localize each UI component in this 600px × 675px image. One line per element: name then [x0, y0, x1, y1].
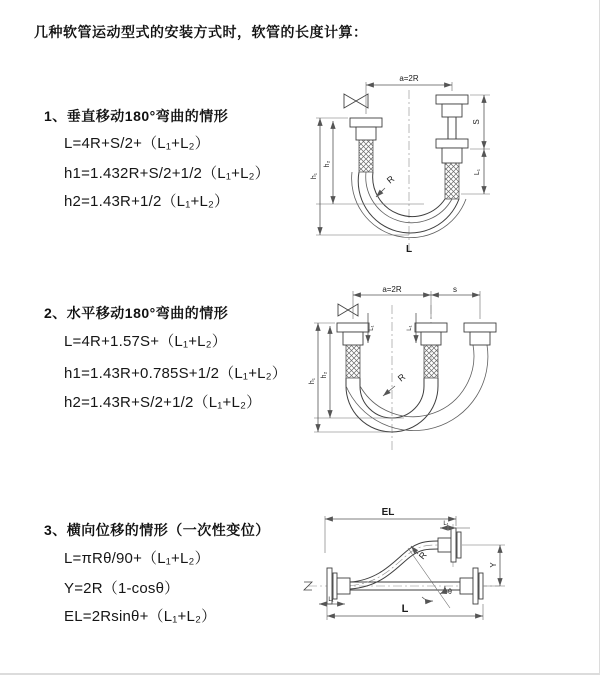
dim-label-l1: L₁ [369, 325, 375, 331]
dim-label-a2r: a=2R [399, 74, 419, 83]
dim-label-l1: L₁ [443, 521, 449, 527]
diagram-horizontal-180-bend [304, 283, 592, 461]
section-3-heading: 3、横向位移的情形（一次性变位） [44, 522, 270, 538]
braided-hose-section [445, 163, 459, 199]
radius-label: R [384, 173, 397, 186]
section-2-formula-h1: h1=1.43R+0.785S+1/2（L₁+L₂） [64, 365, 287, 382]
dim-label-s: S [472, 119, 481, 125]
diagram-lateral-displacement [300, 498, 600, 653]
section-2-formula-L: L=4R+1.57S+（L₁+L₂） [64, 333, 227, 350]
dim-label-h2: h₂ [324, 160, 331, 168]
section-3-formula-Y: Y=2R（1-cosθ） [64, 580, 180, 597]
dim-label-a2r: a=2R [382, 285, 402, 294]
valve-icon [344, 94, 368, 108]
radius-label: R [395, 371, 408, 384]
dim-label-h2: h₂ [321, 371, 328, 379]
left-fitting [337, 323, 369, 378]
page-title: 几种软管运动型式的安装方式时，软管的长度计算： [34, 24, 368, 40]
dim-label-l1: L₁ [474, 168, 481, 176]
dim-label-h1: h₁ [311, 172, 318, 180]
right-fitting [436, 95, 468, 199]
dim-label-l1: L₁ [407, 325, 413, 331]
section-3-formula-L: L=πRθ/90+（L₁+L₂） [64, 550, 210, 567]
dim-label-h1: h₁ [309, 377, 316, 385]
middle-fitting [415, 323, 447, 378]
displaced-fitting [464, 323, 496, 345]
diagram-vertical-180-bend [306, 64, 590, 260]
displaced-flange [438, 528, 461, 562]
dim-label-s: s [453, 285, 457, 294]
length-label: L [405, 244, 413, 255]
section-1-formula-L: L=4R+S/2+（L₁+L₂） [64, 135, 210, 152]
dim-label-l1: L₁ [328, 597, 334, 603]
dim-label-el: EL [381, 507, 395, 518]
section-3-formula-EL: EL=2Rsinθ+（L₁+L₂） [64, 608, 217, 625]
valve-icon [338, 304, 358, 316]
angle-label: θ [448, 589, 452, 596]
left-fitting [350, 118, 382, 172]
section-2-formula-h2: h2=1.43R+S/2+1/2（L₁+L₂） [64, 394, 262, 411]
radius-label: R [416, 549, 429, 562]
section-2-heading: 2、水平移动180°弯曲的情形 [44, 305, 229, 321]
dim-label-y: Y [489, 562, 498, 568]
section-1-heading: 1、垂直移动180°弯曲的情形 [44, 108, 229, 124]
braided-hose-section [359, 140, 373, 172]
dim-label-l: L [401, 603, 409, 615]
right-flange [460, 568, 483, 604]
section-1-formula-h1: h1=1.432R+S/2+1/2（L₁+L₂） [64, 165, 270, 182]
section-1-formula-h2: h2=1.43R+1/2（L₁+L₂） [64, 193, 230, 210]
